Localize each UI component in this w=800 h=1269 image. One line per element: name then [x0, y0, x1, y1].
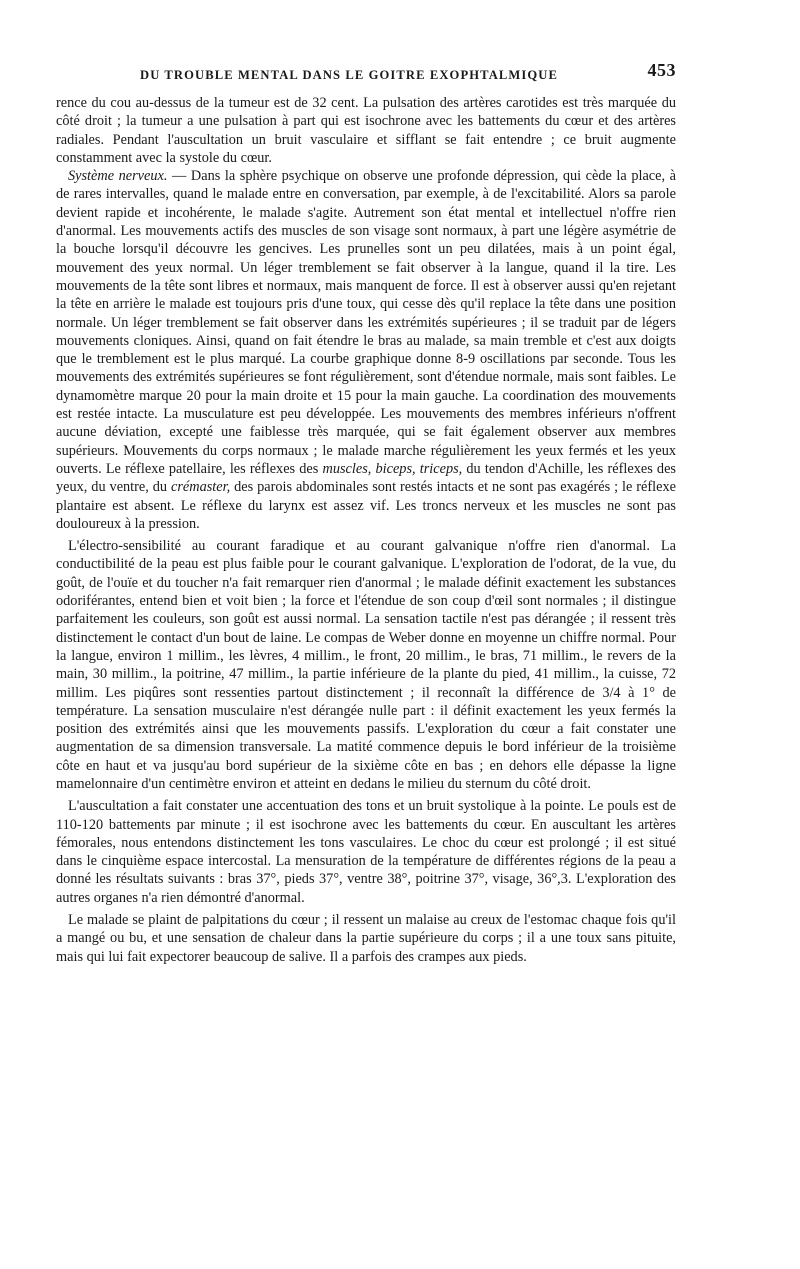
paragraph-text: des parois abdominales sont restés intacts et ne sont pas exagérés ; le réflexe plantaire est absent. Le réflexe du larynx est assez vif. Les troncs nerveux et les muscles ne sont pas douloureux à la pression.: [56, 479, 676, 532]
paragraph-electro-sensibility: L'électro-sensibilité au courant faradique et au courant galvanique n'offre rien d'anormal. La conductibilité de la peau est plus faible pour le courant galvanique. L'exploration de l'odorat, de la vue, du goût, de l'ouïe et du toucher n'a fait remarquer rien d'anormal ; le malade définit exactement les substances odoriférantes, entend bien et voit bien ; la force et l'étendue de son coup d'œil sont normales ; il distingue parfaitement les couleurs, son goût est aussi normal. La sensation tactile n'est pas dérangée ; il ressent très distinctement le contact d'un bout de laine. Le compas de Weber donne en moyenne un chiffre normal. Pour la langue, environ 1 millim., les lèvres, 4 millim., le front, 20 millim., le bras, 71 millim., le revers de la main, 30 millim., la poitrine, 47 millim., la partie inférieure de la plante du pied, 41 millim., la cuisse, 72 millim. Les piqûres sont ressenties partout distinctement ; il reconnaît la différence de 3/4 à 1° de température. La sensation musculaire n'est dérangée nulle part : il définit exactement les yeux fermés la position des extrémités ainsi que les mouvements passifs. L'exploration du cœur a fait constater une augmentation de sa dimension transversale. La matité commence depuis le bord inférieur de la troisième côte en haut et va jusqu'au bord supérieur de la sixième côte en bas ; en dehors elle dépasse la ligne mamelonnaire d'un centimètre environ et atteint en dedans le milieu du sternum du côté droit.: [56, 538, 676, 792]
section-label-nervous-system: Système nerveux.: [68, 168, 168, 185]
page-content: [56, 58, 676, 966]
paragraph-continuation: rence du cou au-dessus de la tumeur est de 32 cent. La pulsation des artères carotides est très marquée du côté droit ; la tumeur a une pulsation à part qui est isochrone avec les battements du cœur et des artères radiales. Pendant l'auscultation un bruit vasculaire et sifflant se fait entendre ; ce bruit augmente constamment avec la systole du cœur.: [56, 95, 676, 166]
paragraph-text: — Dans la sphère psychique on observe une profonde dépression, qui cède la place, à de rares intervalles, quand le malade entre en conversation, par exemple, à de l'excitabilité. Alors sa parole devient rapide et incohérente, le malade s'agite. Autrement son état mental et intellectuel n'offre rien d'anormal. Les mouvements actifs des muscles de son visage sont normaux, à part une légère asymétrie de la bouche lorsqu'il découvre les gencives. Les prunelles sont un peu dilatées, mais à un point égal, mouvement des yeux normal. Un léger tremblement se fait observer à la langue, quand il la tire. Les mouvements de la tête sont libres et normaux, mais manquent de force. Il est à observer aussi qu'en rejetant la tête en arrière le malade est toujours pris d'une toux, qui cesse dès qu'il replace la tête dans une position normale. Un léger tremblement se fait observer dans les extrémités supérieures ; il se traduit par de légers mouvements cloniques. Ainsi, quand on fait étendre le bras au malade, sa main tremble et c'est aux doigts que le tremblement est le plus marqué. La courbe graphique donne 8-9 oscillations par seconde. Tous les mouvements des extrémités supérieures se font régulièrement, sont d'étendue normale, mais sont faibles. Le dynamomètre marque 20 pour la main droite et 15 pour la main gauche. La coordination des mouvements est restée intacte. La musculature est peu développée. Les mouvements des membres inférieurs n'offrent aucune déviation, excepté une faiblesse très marquée, qui se fait également observer aux membres supérieurs. Mouvements du corps normaux ; le malade marche régulièrement les yeux fermés et les yeux ouverts. Le réflexe patellaire, les réflexes des: [56, 168, 676, 477]
paragraph-auscultation: L'auscultation a fait constater une accentuation des tons et un bruit systolique à la pointe. Le pouls est de 110-120 battements par minute ; il est isochrone avec les battements du cœur. En auscultant les artères fémorales, nous entendons distinctement les tons vasculaires. Le choc du cœur est prolongé ; il est situé dans le cinquième espace intercostal. La mensuration de la température de différentes régions de la peau a donné les résultats suivants : bras 37°, pieds 37°, ventre 38°, poitrine 37°, visage, 36°,3. L'exploration des autres organes n'a rien démontré d'anormal.: [56, 798, 676, 906]
paragraph-text: du tendon d'Achille, les réflexes des yeux, du ventre, du: [56, 460, 676, 496]
paragraph-nervous-system: [56, 167, 676, 533]
italic-term-muscles: muscles, biceps, triceps,: [322, 460, 463, 477]
paragraph-palpitations: Le malade se plaint de palpitations du cœur ; il ressent un malaise au creux de l'estomac chaque fois qu'il a mangé ou bu, et une sensation de chaleur dans la partie supérieure du corps ; il a une toux sans pituite, mais qui lui fait expectorer beaucoup de salive. Il a parfois des crampes aux pieds.: [56, 912, 676, 965]
running-header: [56, 58, 676, 88]
page-number: 453: [647, 60, 676, 80]
body-text: [56, 94, 676, 966]
running-title: DU TROUBLE MENTAL DANS LE GOITRE EXOPHTALMIQUE: [140, 68, 558, 82]
italic-term-cremaster: crémaster,: [171, 479, 231, 496]
